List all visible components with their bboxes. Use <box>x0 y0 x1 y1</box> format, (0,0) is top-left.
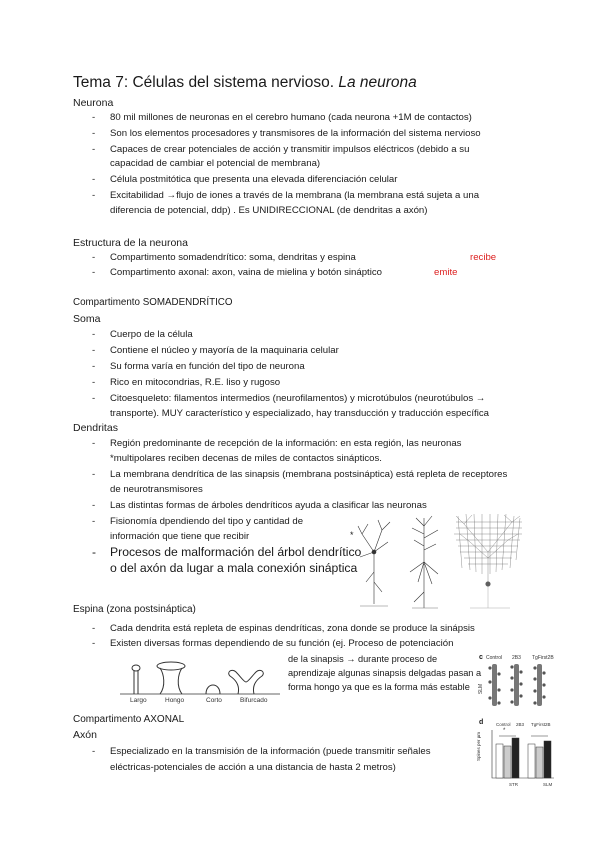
list-item: 80 mil millones de neuronas en el cerebro humano (cada neurona +1M de contactos) <box>110 112 472 123</box>
chart-group-str: STR <box>509 782 518 787</box>
list-item-continuation: aprendizaje algunas sinapsis delgadas pasan a <box>288 668 482 678</box>
list-item: Compartimento somadendrítico: soma, dendritas y espina <box>110 252 356 263</box>
bar-str-control <box>496 744 503 778</box>
micro-header: Control <box>486 655 503 661</box>
list-item: eléctricas-potenciales de acción a una distancia de hasta 2 metros) <box>110 762 396 773</box>
list-item: Región predominante de recepción de la información: en esta región, las neuronas <box>110 438 462 449</box>
list-item-continuation: de la sinapsis → durante proceso de <box>288 654 438 664</box>
list-item: Las distintas formas de árboles dendríticos ayuda a clasificar las neuronas <box>110 500 427 511</box>
section-heading-axonal: Compartimento AXONAL <box>73 714 185 725</box>
list-item: Célula postmitótica que presenta una elevada diferenciación celular <box>110 174 398 185</box>
list-item: diferencia de potencial, ddp) . Es UNIDIRECCIONAL (de dendritas a axón) <box>110 205 428 216</box>
list-item: Cuerpo de la célula <box>110 329 193 340</box>
chart-sig-star: * <box>503 728 506 734</box>
list-item: Excitabilidad →flujo de iones a través de la membrana (la membrana está sujeta a una <box>110 190 480 201</box>
section-heading-espina: Espina (zona postsináptica) <box>73 604 196 615</box>
list-item-large: Procesos de malformación del árbol dendrítico <box>110 545 362 559</box>
bar-slm-tg <box>544 741 551 778</box>
subheading-soma: Soma <box>73 313 101 325</box>
chart-ylabel: Spines per µm <box>476 731 482 762</box>
subheading-axon: Axón <box>73 729 97 741</box>
bar-slm-2b3 <box>536 747 543 778</box>
list-item-continuation: forma hongo ya que es la forma más estable <box>288 682 470 692</box>
bar-str-2b3 <box>504 746 511 778</box>
section-heading-somadendritico: Compartimento SOMADENDRÍTICO <box>73 297 233 308</box>
chart-group-slm: SLM <box>543 782 553 787</box>
micro-header: TgFirst2B <box>532 655 554 661</box>
list-item: Contiene el núcleo y mayoría de la maquinaria celular <box>110 345 339 356</box>
spine-label-hongo: Hongo <box>165 697 185 704</box>
spine-label-corto: Corto <box>206 697 222 704</box>
list-item: Existen diversas formas dependiendo de su función (ej. Proceso de potenciación <box>110 638 454 649</box>
chart-bars <box>496 738 551 778</box>
dendritic-tree-figure <box>352 512 524 612</box>
list-item: Rico en mitocondrias, R.E. liso y rugoso <box>110 377 281 388</box>
bar-slm-control <box>528 744 535 778</box>
micro-header: 2B3 <box>512 655 521 661</box>
chart-legend-tg: TgFirst2B <box>531 722 551 727</box>
bar-str-tg <box>512 738 519 778</box>
list-item: Su forma varía en función del tipo de neurona <box>110 361 305 372</box>
list-item: Cada dendrita está repleta de espinas dendríticas, zona donde se produce la sinápsis <box>110 623 475 634</box>
figure-marker: * <box>350 530 354 540</box>
list-item: información que tiene que recibir <box>110 531 250 542</box>
chart-legend-control: Control <box>496 722 511 727</box>
list-item: Compartimento axonal: axon, vaina de mielina y botón sináptico <box>110 267 382 278</box>
section-heading-neurona: Neurona <box>73 97 114 109</box>
spine-shapes-figure <box>120 656 280 696</box>
chart-legend-2b3: 2B3 <box>516 722 525 727</box>
list-item: transporte). MUY característico y especializado, hay transducción y traducción específica <box>110 408 489 419</box>
page-title: Tema 7: Células del sistema nervioso. La neurona <box>73 74 417 91</box>
list-item: capacidad de cambiar el potencial de membrana) <box>110 158 321 169</box>
section-heading-estructura: Estructura de la neurona <box>73 237 188 249</box>
panel-d-label: d <box>479 719 484 726</box>
list-item: La membrana dendrítica de las sinapsis (membrana postsináptica) está repleta de receptores <box>110 469 508 480</box>
panel-c-label: c <box>479 654 483 661</box>
spine-label-largo: Largo <box>130 697 147 704</box>
list-item: Fisionomía dpendiendo del tipo y cantidad de <box>110 516 304 527</box>
note-recibe: recibe <box>470 252 497 263</box>
list-item: Citoesqueleto: filamentos intermedios (neurofilamentos) y microtúbulos (neurotúbulos → <box>110 393 486 404</box>
spine-density-chart <box>486 728 556 782</box>
micro-row-label: SLM <box>478 683 485 695</box>
list-item: *multipolares reciben decenas de miles de contactos sinápticos. <box>110 453 382 464</box>
list-item: Son los elementos procesadores y transmisores de la información del sistema nervioso <box>110 128 481 139</box>
list-item: de neurotransmisores <box>110 484 203 495</box>
note-emite: emite <box>434 267 458 278</box>
list-item: Capaces de crear potenciales de acción y transmitir impulsos eléctricos (debido a su <box>110 144 470 155</box>
list-item-large: o del axón da lugar a mala conexión sináptica <box>110 561 358 575</box>
spine-label-bifurcado: Bifurcado <box>240 697 268 704</box>
list-item: Especializado en la transmisión de la información (puede transmitir señales <box>110 746 431 757</box>
dendrite-microscopy-figure <box>484 662 554 708</box>
subheading-dendritas: Dendritas <box>73 422 118 434</box>
